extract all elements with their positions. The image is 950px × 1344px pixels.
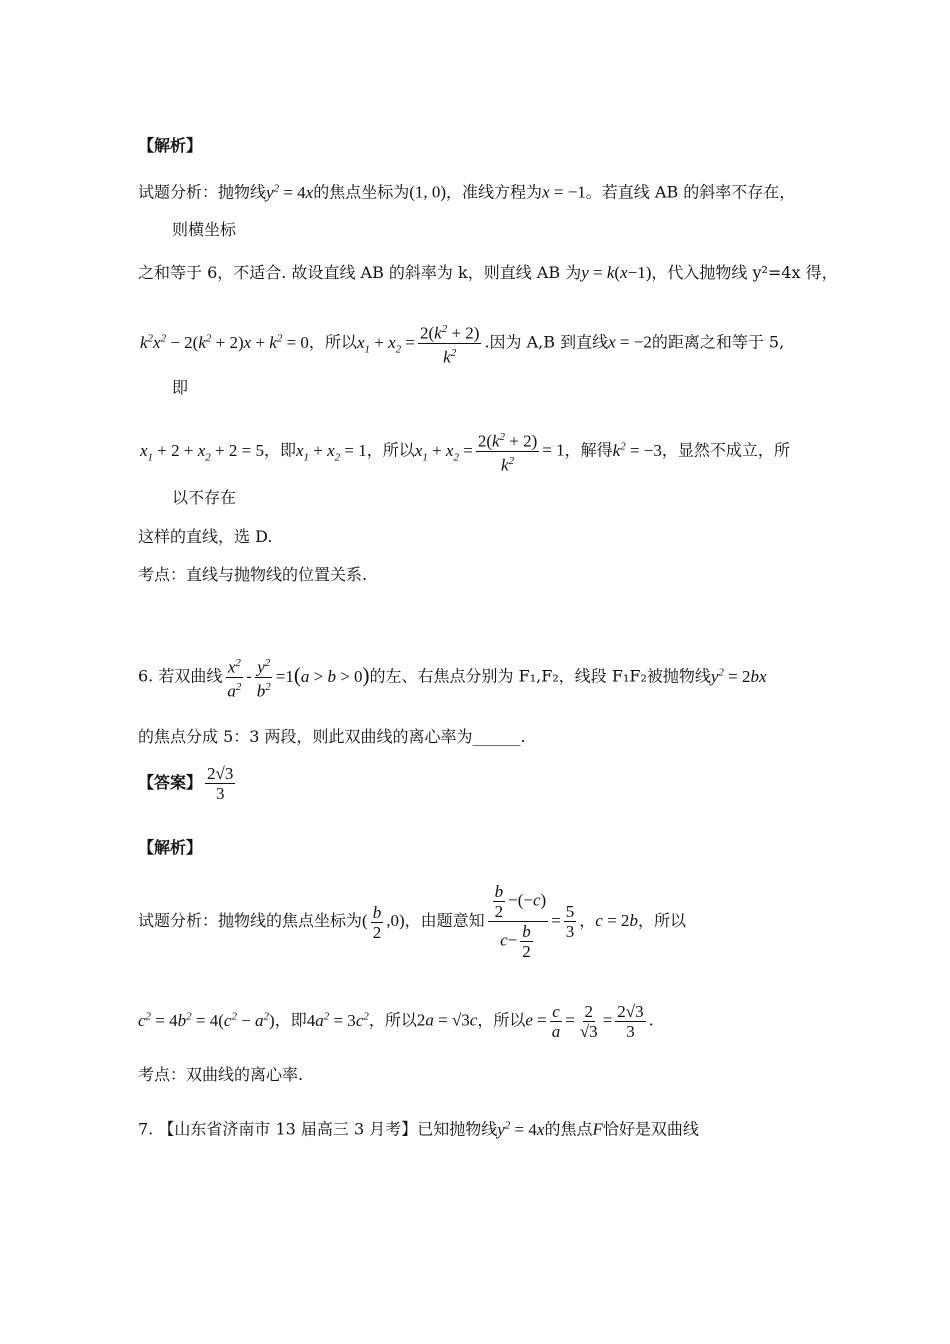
q6-analysis-line-1 xyxy=(138,882,686,961)
text: ，所以 xyxy=(368,1010,417,1030)
answer-fraction: $\frac{2√3}{3}$ xyxy=(207,764,234,803)
formula: $4a^2 = 3c^2$ xyxy=(306,1010,369,1030)
formula: c = 2b xyxy=(595,911,638,930)
text: ，即 xyxy=(263,440,296,460)
formula: $x_1 + x_2$ = xyxy=(414,440,473,464)
text: ，所以 xyxy=(477,1010,526,1030)
text: 之和等于 6，不适合. 故设直线 AB 的斜率为 k，则直线 AB 为 xyxy=(138,263,582,282)
q7-stem xyxy=(138,1110,699,1140)
q6-stem-line-2: 的焦点分成 5：3 两段，则此双曲线的离心率为______. xyxy=(138,727,526,746)
formula: $x_1 + x_2 = 1$ xyxy=(295,440,367,464)
analysis-line-8: 这样的直线，选 D. xyxy=(138,527,273,546)
formula: $c^2 = 4b^2 = 4(c^2 - a^2)$ xyxy=(138,1010,275,1030)
jiexi-heading: 【解析】 xyxy=(138,136,203,155)
text: ，解得 xyxy=(564,440,613,460)
text: ， xyxy=(579,911,596,930)
text: ，即 xyxy=(274,1010,307,1030)
fraction: $\frac{2√3}{3}$ xyxy=(617,1001,644,1041)
text: 试题分析：抛物线 xyxy=(138,182,267,202)
formula: e = xyxy=(525,1010,547,1030)
q6-stem-line-1: 6. 若双曲线 $\frac{x^2}{a^2}$ - $\frac{y^2}{b^2}$ =1(a > b > 0)的左、右焦点分别为 F₁,F₂，线段 F₁F₂被抛物线$y^2 = 2bx$ xyxy=(138,650,767,694)
formula: y = k(x−1) xyxy=(581,263,652,282)
formula: (1, 0) xyxy=(409,182,447,202)
text: .因为 A,B 到直线 xyxy=(484,332,609,352)
formula: $x_1 + x_2$ = xyxy=(356,332,415,356)
analysis-line-6 xyxy=(140,426,790,475)
formula: F xyxy=(592,1119,603,1139)
formula: ( $\frac{b}{2}$ ,0) xyxy=(362,902,405,942)
kaodian-2: 考点：双曲线的离心率. xyxy=(138,1065,304,1084)
analysis-line-1 xyxy=(138,178,795,203)
text: 恰好是双曲线 xyxy=(602,1119,699,1139)
formula: 2a = √3c xyxy=(416,1010,478,1030)
formula: =1(a > b > 0) xyxy=(275,662,370,687)
text: ，所以 xyxy=(308,332,357,352)
fraction: $\frac{2(k^2 + 2)}{k^2}$ xyxy=(476,428,539,474)
formula: $y^2 = 4x$ xyxy=(497,1119,545,1139)
text: 的距离之和等于 5, xyxy=(651,332,785,352)
answer-label: 【答案】 xyxy=(138,773,203,792)
formula: $k^2 = -3$ xyxy=(612,440,662,460)
text: ，所以 xyxy=(366,440,415,460)
text: ，代入抛物线 y²=4x 得， xyxy=(651,263,838,282)
formula: $y^2 = 2bx$ xyxy=(710,666,767,686)
formula: = xyxy=(551,911,561,930)
fraction: $\frac{x^2}{a^2}$ xyxy=(225,654,243,700)
analysis-line-4 xyxy=(140,318,785,367)
text: 的焦点 xyxy=(544,1119,593,1139)
fraction: $\frac{b}{2}$ xyxy=(372,902,382,942)
analysis-line-3 xyxy=(138,263,838,283)
fraction: $\frac{5}{3}$ xyxy=(565,902,575,941)
fraction: $\frac{c}{a}$ xyxy=(551,1001,561,1041)
fraction: $\frac{2}{√3}$ xyxy=(579,1001,598,1041)
formula: x = −2 xyxy=(608,332,652,352)
formula: $x_1 + 2 + x_2 + 2 = 5$ xyxy=(140,440,264,464)
formula: $y^2 = 4x$ xyxy=(266,182,314,202)
formula: = 1 xyxy=(542,440,565,460)
fraction: $\frac{y^2}{b^2}$ xyxy=(255,654,273,700)
formula: x = −1 xyxy=(542,182,586,202)
text: 。若直线 AB 的斜率不存在， xyxy=(585,182,796,202)
fraction: $\frac{b}{2}$ −(−c) c− $\frac{b}{2}$ xyxy=(488,882,549,961)
text: ，所以 xyxy=(637,911,686,930)
analysis-line-7: 以不存在 xyxy=(172,488,237,507)
text: 6. 若双曲线 xyxy=(138,666,223,686)
text: 的焦点坐标为 xyxy=(313,182,410,202)
jiexi-heading-q6: 【解析】 xyxy=(138,838,203,857)
text: 7. 【山东省济南市 13 届高三 3 月考】已知抛物线 xyxy=(138,1119,498,1139)
text: ，显然不成立，所 xyxy=(661,440,790,460)
kaodian-1: 考点：直线与抛物线的位置关系. xyxy=(138,565,368,584)
formula: $k^2x^2 - 2(k^2 + 2)x + k^2 = 0$ xyxy=(140,332,309,352)
q6-analysis-line-2: $c^2 = 4b^2 = 4(c^2 - a^2)$，即$4a^2 = 3c^2$，所以2a = √3c，所以e = $\frac{c}{a}$ = $\frac{2}{√3}$ = $\frac{2√3}{3}$ . xyxy=(138,1001,654,1041)
text: ，准线方程为 xyxy=(446,182,543,202)
text: 试题分析：抛物线的焦点坐标为 xyxy=(138,911,363,930)
analysis-line-5: 即 xyxy=(172,378,189,397)
analysis-line-2: 则横坐标 xyxy=(172,220,237,239)
text: ，由题意知 xyxy=(404,911,485,930)
q6-answer xyxy=(138,760,238,806)
fraction: $\frac{2(k^2 + 2)}{k^2}$ xyxy=(418,320,481,366)
text: 的左、右焦点分别为 F₁,F₂，线段 F₁F₂被抛物线 xyxy=(369,666,711,686)
